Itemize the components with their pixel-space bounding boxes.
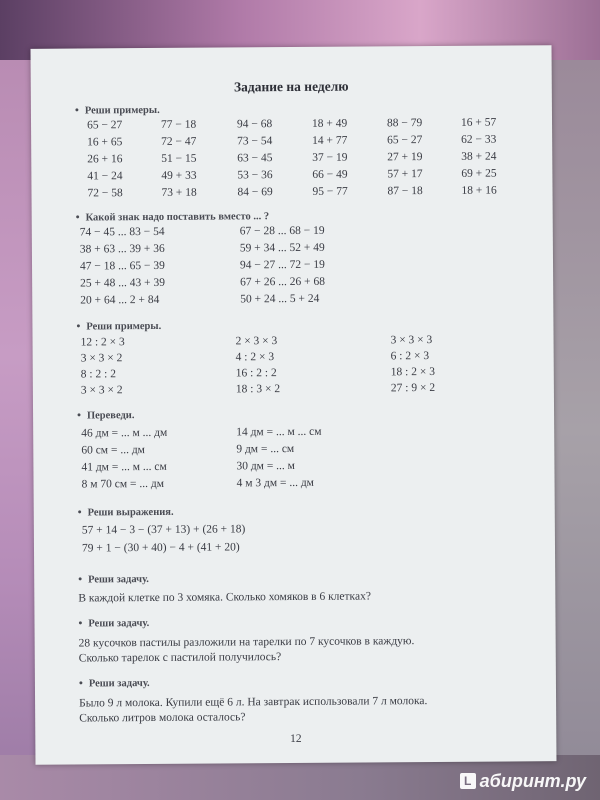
exercise: 94 − 27 ... 72 − 19 bbox=[239, 258, 325, 272]
task-text bbox=[79, 693, 519, 726]
exercise: 66 − 49 bbox=[312, 168, 348, 181]
exercise: 62 − 33 bbox=[461, 133, 497, 146]
exercise: 49 + 33 bbox=[161, 169, 197, 182]
exercise: 67 − 28 ... 68 − 19 bbox=[239, 224, 325, 238]
exercise: 72 − 47 bbox=[161, 135, 197, 148]
task-line: Было 9 л молока. Купили ещё 6 л. На завтрак использовали 7 л молока. bbox=[79, 695, 428, 710]
workbook-page bbox=[31, 45, 557, 765]
exercise: 37 − 19 bbox=[312, 151, 348, 164]
exercise: 73 − 54 bbox=[237, 135, 273, 148]
exercise: 84 − 69 bbox=[237, 186, 273, 199]
task-text bbox=[79, 633, 519, 666]
exercise: 26 + 16 bbox=[87, 153, 123, 166]
exercise: 50 + 24 ... 5 + 24 bbox=[240, 292, 320, 306]
task-line: Сколько тарелок с пастилой получилось? bbox=[78, 651, 282, 665]
exercise: 63 − 45 bbox=[237, 152, 273, 165]
exercise: 20 + 64 ... 2 + 84 bbox=[80, 293, 160, 307]
exercise: 46 дм = ... м ... дм bbox=[81, 426, 168, 440]
exercise: 2 × 3 × 3 bbox=[235, 335, 278, 348]
exercise: 47 − 18 ... 65 − 39 bbox=[79, 259, 165, 273]
exercise: 8 м 70 см = ... дм bbox=[81, 477, 164, 491]
exercise: 73 + 18 bbox=[161, 186, 197, 199]
exercise: 59 + 34 ... 52 + 49 bbox=[239, 241, 325, 255]
exercise: 72 − 58 bbox=[87, 187, 123, 200]
exercise: 8 : 2 : 2 bbox=[80, 368, 116, 381]
exercise: 41 − 24 bbox=[87, 170, 123, 183]
exercise: 38 + 24 bbox=[461, 150, 497, 163]
exercise: 16 : 2 : 2 bbox=[235, 367, 277, 380]
exercise: 88 − 79 bbox=[386, 117, 423, 130]
exercise: 16 + 57 bbox=[460, 116, 497, 129]
exercise: 53 − 36 bbox=[237, 169, 273, 182]
task-text bbox=[78, 588, 518, 606]
exercise: 38 + 63 ... 39 + 36 bbox=[79, 242, 165, 256]
section-heading: • Реши примеры. bbox=[76, 320, 161, 333]
task-line: В каждой клетке по 3 хомяка. Сколько хомяков в 6 клетках? bbox=[78, 590, 371, 605]
exercise: 14 + 77 bbox=[312, 134, 348, 147]
expression: 79 + 1 − (30 + 40) − 4 + (41 + 20) bbox=[81, 541, 240, 555]
exercise: 87 − 18 bbox=[387, 185, 423, 198]
exercise: 57 + 17 bbox=[387, 168, 423, 181]
exercise: 18 : 3 × 2 bbox=[235, 383, 281, 396]
exercise: 30 дм = ... м bbox=[236, 459, 295, 473]
exercise: 3 × 3 × 2 bbox=[80, 384, 123, 397]
exercise: 65 − 27 bbox=[87, 119, 123, 132]
exercise: 41 дм = ... м ... см bbox=[81, 460, 167, 474]
exercise: 51 − 15 bbox=[161, 152, 197, 165]
labirint-logo-icon: L bbox=[460, 773, 476, 789]
exercise: 25 + 48 ... 43 + 39 bbox=[80, 276, 166, 290]
exercise: 18 : 2 × 3 bbox=[390, 366, 436, 379]
exercise: 4 м 3 дм = ... дм bbox=[236, 476, 314, 490]
exercise: 6 : 2 × 3 bbox=[390, 350, 430, 363]
exercise: 27 + 19 bbox=[387, 151, 423, 164]
exercise: 16 + 65 bbox=[87, 136, 123, 149]
exercise: 4 : 2 × 3 bbox=[235, 351, 275, 364]
exercise: 14 дм = ... м ... см bbox=[236, 425, 322, 439]
exercise: 3 × 3 × 3 bbox=[390, 334, 433, 347]
exercise: 67 + 26 ... 26 + 68 bbox=[240, 275, 326, 289]
section-heading: • Реши примеры. bbox=[75, 104, 160, 117]
section-heading: • Реши выражения. bbox=[78, 506, 174, 519]
page-number: 12 bbox=[290, 732, 302, 746]
exercise: 94 − 68 bbox=[236, 118, 273, 131]
exercise: 3 × 3 × 2 bbox=[80, 352, 123, 365]
exercise: 95 − 77 bbox=[312, 185, 348, 198]
task-line: Сколько литров молока осталось? bbox=[79, 711, 246, 725]
section-heading: • Переведи. bbox=[77, 409, 134, 421]
exercise: 18 + 49 bbox=[311, 117, 348, 130]
exercise: 60 см = ... дм bbox=[81, 444, 145, 457]
watermark-text: абиринт.ру bbox=[479, 771, 586, 791]
exercise: 69 + 25 bbox=[461, 167, 497, 180]
exercise: 65 − 27 bbox=[387, 134, 423, 147]
exercise: 77 − 18 bbox=[160, 118, 197, 131]
exercise: 12 : 2 × 3 bbox=[80, 336, 125, 349]
section-heading: • Какой знак надо поставить вместо ... ? bbox=[76, 210, 269, 223]
section-heading: • Реши задачу. bbox=[79, 677, 150, 689]
exercise: 9 дм = ... см bbox=[236, 442, 295, 456]
watermark bbox=[460, 771, 586, 792]
expression: 57 + 14 − 3 − (37 + 13) + (26 + 18) bbox=[81, 523, 246, 537]
section-heading: • Реши задачу. bbox=[78, 617, 149, 629]
task-line: 28 кусочков пастилы разложили на тарелки по 7 кусочков в каждую. bbox=[78, 635, 415, 650]
page-title: Задание на неделю bbox=[233, 78, 349, 95]
exercise: 18 + 16 bbox=[461, 184, 497, 197]
exercise: 27 : 9 × 2 bbox=[390, 382, 436, 395]
section-heading: • Реши задачу. bbox=[78, 573, 149, 585]
exercise: 74 − 45 ... 83 − 54 bbox=[79, 225, 165, 239]
